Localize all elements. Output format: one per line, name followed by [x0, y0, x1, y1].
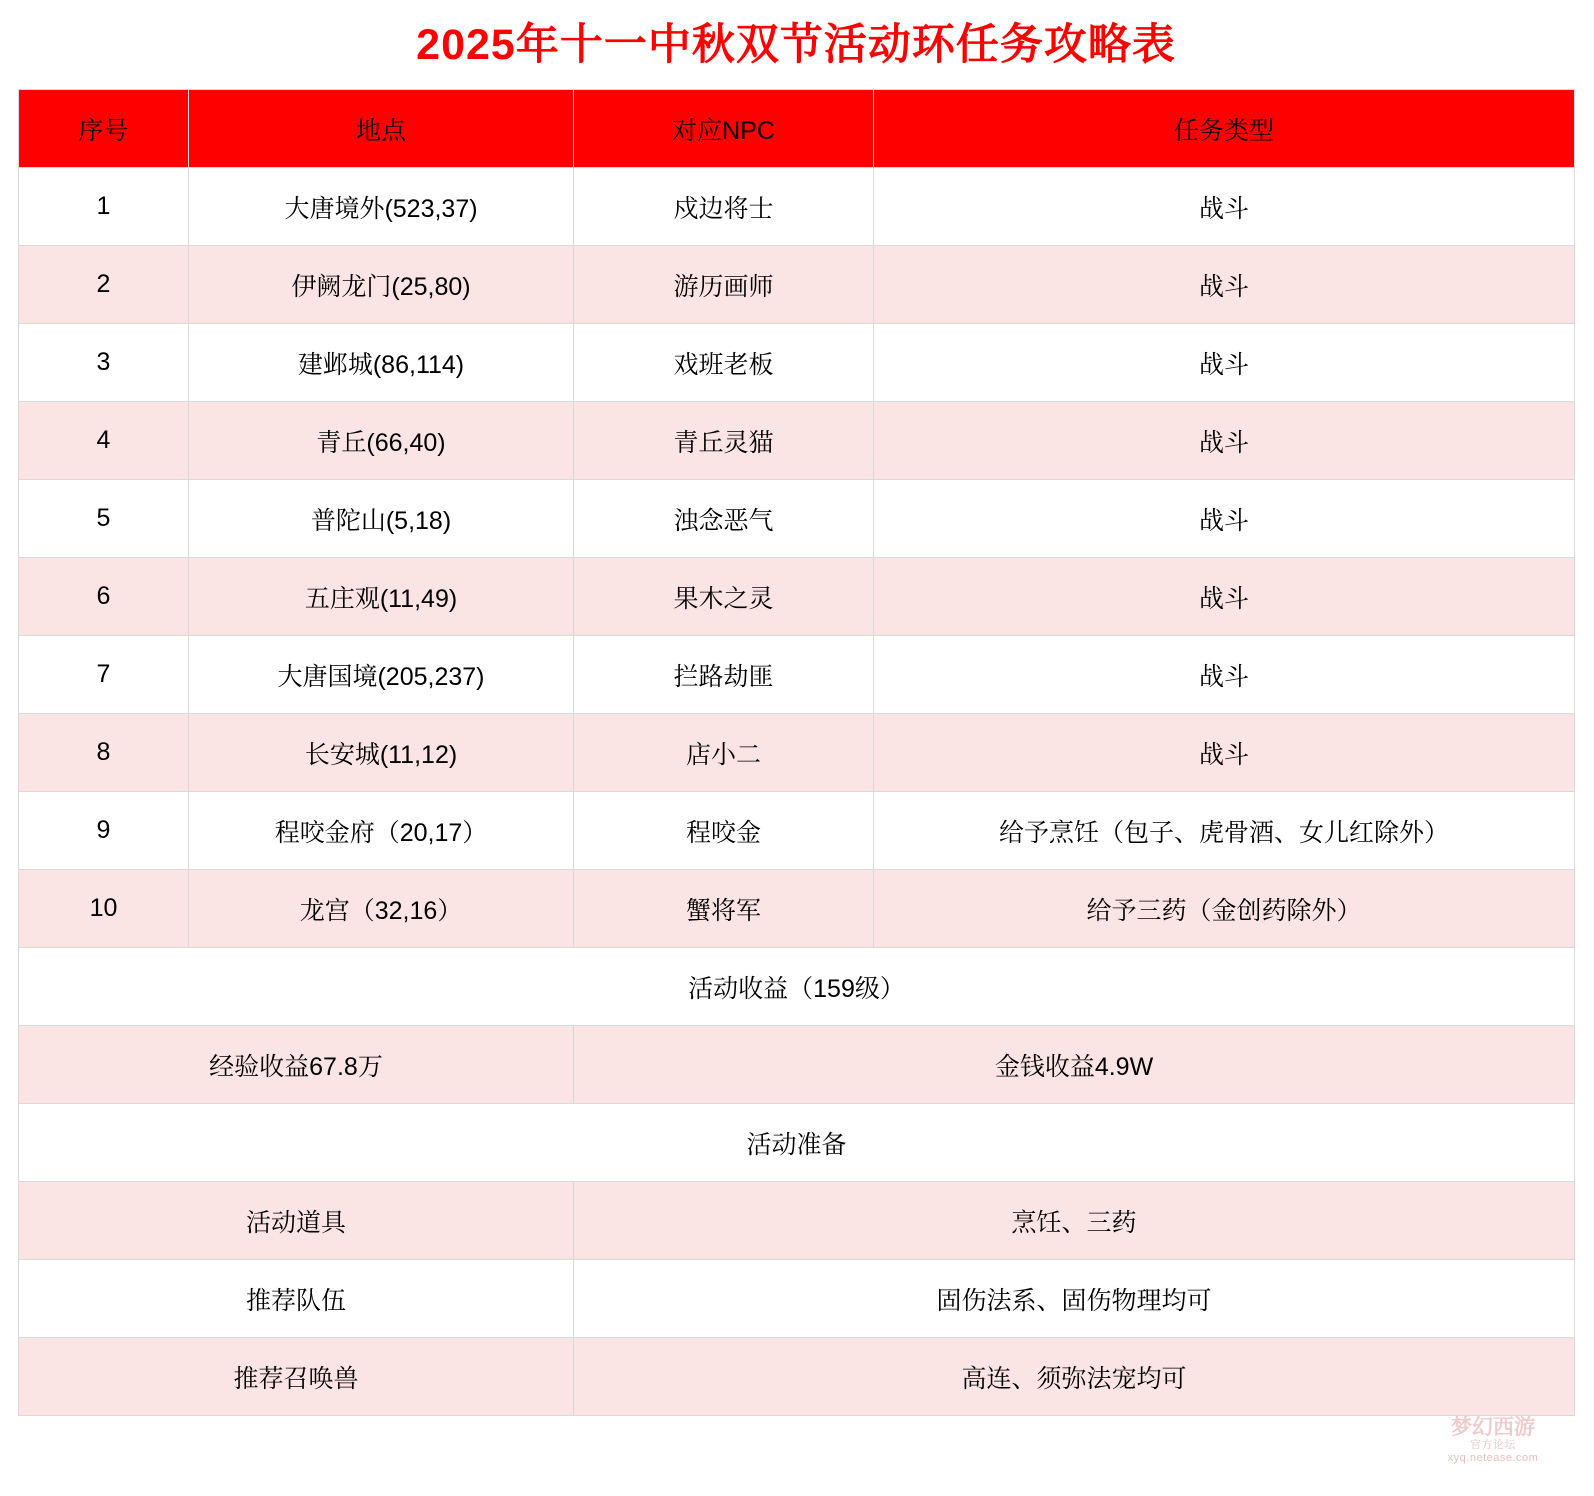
- cell-quest-type: 战斗: [874, 168, 1575, 246]
- cell-npc: 拦路劫匪: [574, 636, 874, 714]
- cell-quest-type: 战斗: [874, 324, 1575, 402]
- cell-quest-type: 给予三药（金创药除外）: [874, 870, 1575, 948]
- prep-header: 活动准备: [19, 1104, 1575, 1182]
- header-row: [19, 90, 1575, 168]
- cell-location: 程咬金府（20,17）: [189, 792, 574, 870]
- watermark-url: xyq.netease.com: [1447, 1452, 1539, 1465]
- income-exp: 经验收益67.8万: [19, 1026, 574, 1104]
- header-npc: 对应NPC: [574, 90, 874, 168]
- guide-sheet: [18, 8, 1574, 1416]
- cell-index: 6: [19, 558, 189, 636]
- cell-index: 4: [19, 402, 189, 480]
- prep-label: 推荐队伍: [19, 1260, 574, 1338]
- prep-row: [19, 1182, 1575, 1260]
- cell-quest-type: 战斗: [874, 558, 1575, 636]
- cell-location: 普陀山(5,18): [189, 480, 574, 558]
- prep-value: 高连、须弥法宠均可: [574, 1338, 1575, 1416]
- prep-value: 固伤法系、固伤物理均可: [574, 1260, 1575, 1338]
- header-location: 地点: [189, 90, 574, 168]
- prep-row: [19, 1260, 1575, 1338]
- table-body: [19, 168, 1575, 1416]
- cell-quest-type: 战斗: [874, 246, 1575, 324]
- cell-quest-type: 战斗: [874, 480, 1575, 558]
- cell-location: 青丘(66,40): [189, 402, 574, 480]
- cell-location: 长安城(11,12): [189, 714, 574, 792]
- cell-quest-type: 给予烹饪（包子、虎骨酒、女儿红除外）: [874, 792, 1575, 870]
- cell-npc: 程咬金: [574, 792, 874, 870]
- table-row: [19, 636, 1575, 714]
- cell-index: 3: [19, 324, 189, 402]
- cell-location: 建邺城(86,114): [189, 324, 574, 402]
- table-row: [19, 792, 1575, 870]
- cell-npc: 蟹将军: [574, 870, 874, 948]
- watermark-subtitle: 官方论坛: [1470, 1439, 1516, 1452]
- income-header-row: [19, 948, 1575, 1026]
- income-money: 金钱收益4.9W: [574, 1026, 1575, 1104]
- cell-npc: 浊念恶气: [574, 480, 874, 558]
- table-row: [19, 558, 1575, 636]
- header-quest-type: 任务类型: [874, 90, 1575, 168]
- cell-location: 大唐国境(205,237): [189, 636, 574, 714]
- cell-index: 10: [19, 870, 189, 948]
- table-row: [19, 870, 1575, 948]
- prep-row: [19, 1338, 1575, 1416]
- watermark: [1418, 1416, 1568, 1488]
- income-header: 活动收益（159级）: [19, 948, 1575, 1026]
- cell-quest-type: 战斗: [874, 714, 1575, 792]
- cell-location: 五庄观(11,49): [189, 558, 574, 636]
- cell-location: 伊阙龙门(25,80): [189, 246, 574, 324]
- page-title: 2025年十一中秋双节活动环任务攻略表: [416, 21, 1176, 69]
- header-index: 序号: [19, 90, 189, 168]
- cell-npc: 戏班老板: [574, 324, 874, 402]
- income-values-row: [19, 1026, 1575, 1104]
- cell-location: 龙宫（32,16）: [189, 870, 574, 948]
- cell-index: 8: [19, 714, 189, 792]
- cell-npc: 戍边将士: [574, 168, 874, 246]
- cell-npc: 青丘灵猫: [574, 402, 874, 480]
- prep-value: 烹饪、三药: [574, 1182, 1575, 1260]
- cell-npc: 店小二: [574, 714, 874, 792]
- table-row: [19, 324, 1575, 402]
- quest-table: [18, 89, 1575, 1416]
- table-row: [19, 402, 1575, 480]
- cell-index: 2: [19, 246, 189, 324]
- cell-location: 大唐境外(523,37): [189, 168, 574, 246]
- table-row: [19, 246, 1575, 324]
- cell-index: 5: [19, 480, 189, 558]
- prep-label: 活动道具: [19, 1182, 574, 1260]
- cell-index: 1: [19, 168, 189, 246]
- cell-index: 7: [19, 636, 189, 714]
- cell-quest-type: 战斗: [874, 636, 1575, 714]
- prep-label: 推荐召唤兽: [19, 1338, 574, 1416]
- table-row: [19, 168, 1575, 246]
- cell-index: 9: [19, 792, 189, 870]
- cell-npc: 游历画师: [574, 246, 874, 324]
- prep-header-row: [19, 1104, 1575, 1182]
- table-row: [19, 714, 1575, 792]
- cell-quest-type: 战斗: [874, 402, 1575, 480]
- table-header: [19, 90, 1575, 168]
- table-row: [19, 480, 1575, 558]
- cell-npc: 果木之灵: [574, 558, 874, 636]
- watermark-title: 梦幻西游: [1451, 1416, 1535, 1439]
